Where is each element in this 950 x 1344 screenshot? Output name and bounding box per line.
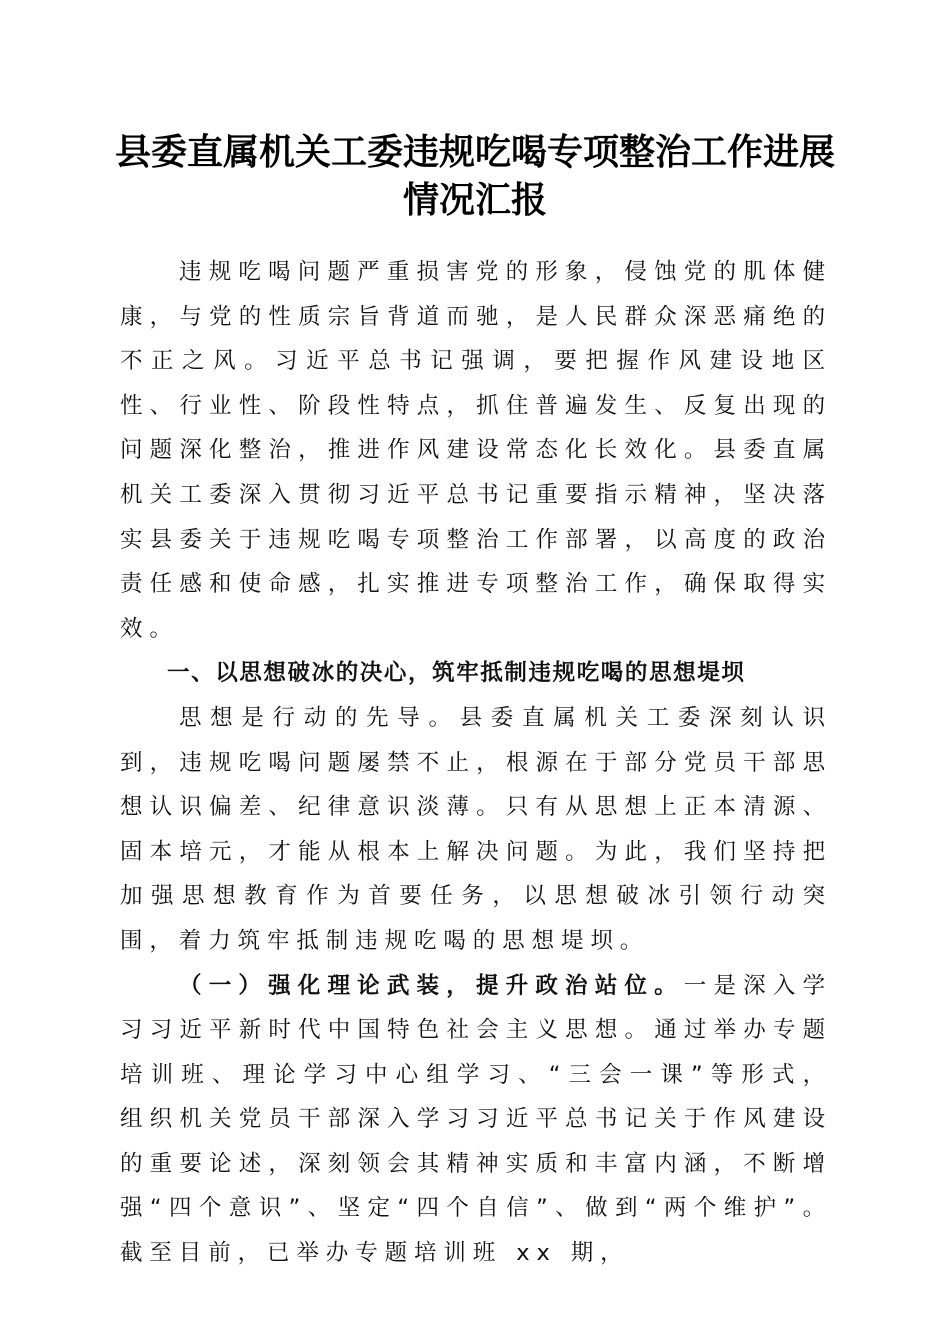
- section-heading-1: 一、以思想破冰的决心，筑牢抵制违规吃喝的思想堤坝: [167, 660, 746, 687]
- subsection-1-paragraph: [120, 964, 832, 1276]
- document-body: [120, 250, 832, 1276]
- title-line-1: 县委直属机关工委违规吃喝专项整治工作进展: [114, 131, 835, 173]
- intro-paragraph: 违规吃喝问题严重损害党的形象，侵蚀党的肌体健康，与党的性质宗旨背道而驰，是人民群众深恶痛绝的不正之风。习近平总书记强调，要把握作风建设地区性、行业性、阶段性特点，抓住普遍发生、反复出现的问题深化整治，推进作风建设常态化长效化。县委直属机关工委深入贯彻习近平总书记重要指示精神，坚决落实县委关于违规吃喝专项整治工作部署，以高度的政治责任感和使命感，扎实推进专项整治工作，确保取得实效。: [120, 259, 832, 642]
- document-title: [100, 128, 850, 224]
- subsection-heading-1: （一）强化理论武装，提升政治站位。: [179, 972, 684, 999]
- title-line-2: 情况汇报: [402, 179, 547, 221]
- subsection-1-text: 一是深入学习习近平新时代中国特色社会主义思想。通过举办专题培训班、理论学习中心组学习、“三会一课”等形式，组织机关党员干部深入学习习近平总书记关于作风建设的重要论述，深刻领会其精神实质和丰富内涵，不断增强“四个意识”、坚定“四个自信”、做到“两个维护”。截至目前，已举办专题培训班 xx 期，: [120, 972, 832, 1267]
- section-1-paragraph: 思想是行动的先导。县委直属机关工委深刻认识到，违规吃喝问题屡禁不止，根源在于部分党员干部思想认识偏差、纪律意识淡薄。只有从思想上正本清源、固本培元，才能从根本上解决问题。为此，我们坚持把加强思想教育作为首要任务，以思想破冰引领行动突围，着力筑牢抵制违规吃喝的思想堤坝。: [120, 704, 832, 954]
